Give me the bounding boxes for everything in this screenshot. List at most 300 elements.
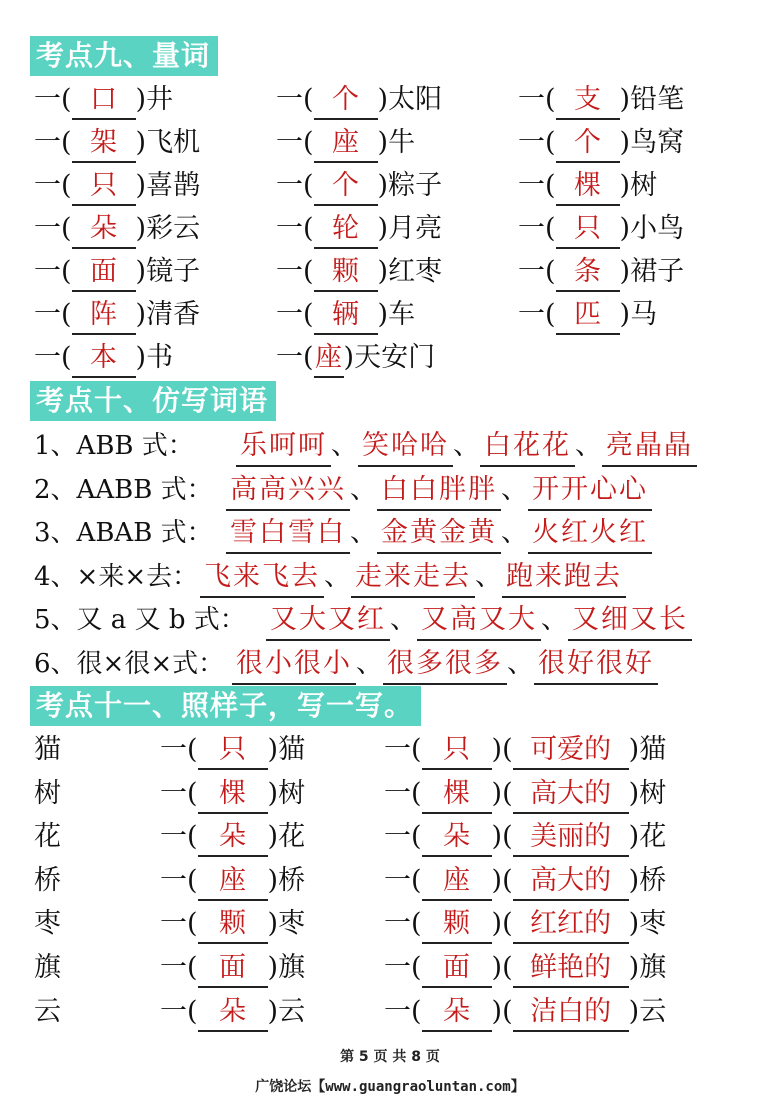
imitation-row [0, 468, 780, 512]
one-char: 一 [160, 908, 187, 940]
left-paren: ( [411, 864, 422, 896]
left-paren: ( [411, 821, 422, 853]
answer-blank: 座 [314, 340, 344, 378]
answer-word: 笑哈哈 [358, 427, 453, 467]
one-char: 一 [160, 864, 187, 896]
right-paren: ) [267, 864, 279, 896]
quantifier-item [276, 250, 442, 294]
quantifier-phrase [160, 902, 305, 946]
right-paren: ) [267, 821, 279, 853]
noun-text: 清香 [146, 299, 201, 330]
quantifier-phrase [160, 728, 305, 772]
quantifier-item [518, 121, 684, 165]
one-char: 一 [384, 995, 411, 1027]
imitation-label: 5、又 a 又 b 式： [34, 605, 246, 636]
one-char: 一 [276, 256, 303, 287]
one-char: 一 [276, 127, 303, 158]
answer-word: 高高兴兴 [226, 471, 350, 511]
adjective-phrase [384, 772, 666, 816]
separator: 、 [324, 560, 351, 592]
left-paren: ( [502, 734, 513, 765]
right-paren: ) [491, 952, 503, 983]
imitation-answers [200, 555, 626, 599]
answer-blank: 朵 [198, 819, 268, 857]
right-paren: ) [135, 127, 147, 158]
answer-blank: 朵 [198, 994, 268, 1032]
one-char: 一 [518, 84, 545, 115]
left-paren: ( [303, 170, 314, 201]
right-paren: ) [267, 995, 279, 1027]
one-char: 一 [160, 995, 187, 1027]
right-paren: ) [377, 299, 389, 330]
right-paren: ) [491, 734, 503, 765]
example-row [0, 772, 780, 816]
base-word: 花 [34, 821, 61, 853]
answer-blank: 面 [422, 950, 492, 988]
separator: 、 [356, 648, 383, 679]
quantifier-item [518, 250, 684, 294]
quantifier-row [0, 250, 780, 294]
right-paren: ) [377, 256, 389, 287]
right-paren: ) [135, 299, 147, 330]
left-paren: ( [303, 213, 314, 244]
quantifier-row [0, 336, 780, 380]
one-char: 一 [160, 734, 187, 765]
one-char: 一 [384, 864, 411, 896]
imitation-label: 1、ABB 式： [34, 431, 194, 461]
answer-blank: 面 [72, 254, 136, 292]
right-paren: ) [267, 734, 279, 765]
one-char: 一 [518, 170, 545, 201]
left-paren: ( [187, 952, 198, 983]
answer-blank: 匹 [556, 297, 620, 335]
right-paren: ) [619, 213, 631, 244]
adjective-phrase [384, 946, 666, 990]
left-paren: ( [502, 777, 513, 809]
left-paren: ( [545, 299, 556, 330]
noun-text: 树 [639, 777, 667, 809]
answer-word: 白花花 [480, 427, 575, 467]
one-char: 一 [384, 952, 411, 983]
answer-blank: 个 [314, 82, 378, 120]
quantifier-item [34, 164, 200, 208]
answer-blank: 只 [72, 168, 136, 206]
separator: 、 [331, 430, 358, 461]
right-paren: ) [135, 170, 147, 201]
answer-blank: 本 [72, 340, 136, 378]
imitation-row [0, 555, 780, 599]
adjective-blank: 可爱的 [513, 732, 629, 770]
answer-blank: 架 [72, 125, 136, 163]
right-paren: ) [619, 127, 631, 158]
one-char: 一 [160, 777, 187, 809]
separator: 、 [350, 517, 377, 549]
quantifier-item [518, 293, 657, 337]
one-char: 一 [160, 952, 187, 983]
left-paren: ( [61, 84, 72, 115]
left-paren: ( [187, 821, 198, 853]
left-paren: ( [303, 84, 314, 115]
one-char: 一 [34, 170, 61, 201]
answer-word: 金黄金黄 [377, 514, 501, 554]
answer-word: 开开心心 [528, 471, 652, 511]
one-char: 一 [34, 84, 61, 115]
answer-word: 雪白雪白 [226, 514, 350, 554]
left-paren: ( [411, 734, 422, 765]
one-char: 一 [518, 127, 545, 158]
answer-word: 走来走去 [351, 558, 475, 598]
one-char: 一 [34, 299, 61, 330]
noun-text: 车 [388, 299, 416, 330]
quantifier-item [518, 78, 684, 122]
answer-word: 又细又长 [568, 601, 692, 641]
quantifier-item [34, 336, 173, 380]
quantifier-item [518, 164, 657, 208]
one-char: 一 [276, 342, 303, 373]
quantifier-phrase [160, 946, 305, 990]
one-char: 一 [34, 127, 61, 158]
answer-blank: 棵 [422, 776, 492, 814]
noun-text: 镜子 [146, 256, 201, 287]
quantifier-row [0, 207, 780, 251]
answer-blank: 棵 [556, 168, 620, 206]
noun-text: 花 [278, 821, 306, 853]
left-paren: ( [411, 952, 422, 983]
left-paren: ( [61, 342, 72, 373]
imitation-answers [232, 642, 658, 686]
right-paren: ) [491, 995, 503, 1027]
one-char: 一 [34, 342, 61, 373]
noun-text: 粽子 [388, 170, 443, 201]
quantifier-phrase [160, 859, 305, 903]
quantifier-row [0, 293, 780, 337]
one-char: 一 [384, 734, 411, 765]
right-paren: ) [628, 821, 640, 853]
base-word: 旗 [34, 952, 61, 983]
quantifier-item [34, 250, 200, 294]
noun-text: 鸟窝 [630, 127, 685, 158]
adjective-phrase [384, 859, 666, 903]
adjective-phrase [384, 815, 666, 859]
right-paren: ) [619, 170, 631, 201]
adjective-blank: 高大的 [513, 863, 629, 901]
right-paren: ) [619, 256, 631, 287]
answer-word: 跑来跑去 [502, 558, 626, 598]
right-paren: ) [135, 256, 147, 287]
right-paren: ) [377, 127, 389, 158]
answer-word: 很多很多 [383, 645, 507, 685]
one-char: 一 [384, 908, 411, 940]
answer-blank: 条 [556, 254, 620, 292]
answer-word: 飞来飞去 [200, 558, 324, 598]
imitation-label: 4、×来×去： [34, 561, 199, 592]
answer-word: 很好很好 [534, 645, 658, 685]
answer-word: 火红火红 [528, 514, 652, 554]
right-paren: ) [619, 299, 631, 330]
answer-word: 又高又大 [417, 601, 541, 641]
one-char: 一 [276, 84, 303, 115]
answer-word: 又大又红 [266, 601, 390, 641]
answer-blank: 朵 [72, 211, 136, 249]
adjective-phrase [384, 902, 666, 946]
one-char: 一 [276, 213, 303, 244]
left-paren: ( [303, 342, 314, 373]
adjective-blank: 洁白的 [513, 994, 629, 1032]
quantifier-item [276, 164, 442, 208]
base-word: 云 [34, 995, 61, 1027]
quantifier-phrase [160, 815, 305, 859]
noun-text: 裙子 [630, 256, 685, 287]
separator: 、 [575, 430, 602, 461]
noun-text: 旗 [639, 952, 667, 983]
answer-blank: 只 [422, 732, 492, 770]
separator: 、 [501, 517, 528, 549]
answer-blank: 朵 [422, 819, 492, 857]
left-paren: ( [502, 908, 513, 940]
example-row [0, 902, 780, 946]
noun-text: 旗 [278, 952, 306, 983]
noun-text: 花 [639, 821, 667, 853]
noun-text: 马 [630, 299, 658, 330]
quantifier-item [34, 78, 173, 122]
noun-text: 树 [278, 777, 306, 809]
base-word: 枣 [34, 908, 61, 940]
left-paren: ( [411, 908, 422, 940]
quantifier-item [34, 293, 200, 337]
left-paren: ( [303, 256, 314, 287]
left-paren: ( [502, 952, 513, 983]
quantifier-item [34, 121, 200, 165]
answer-blank: 口 [72, 82, 136, 120]
quantifier-item [276, 207, 442, 251]
right-paren: ) [628, 908, 640, 940]
example-row [0, 990, 780, 1034]
quantifier-item [276, 336, 435, 380]
separator: 、 [350, 473, 377, 505]
noun-text: 月亮 [388, 213, 443, 244]
answer-blank: 只 [556, 211, 620, 249]
right-paren: ) [267, 952, 279, 983]
left-paren: ( [187, 734, 198, 765]
noun-text: 太阳 [388, 84, 443, 115]
answer-blank: 颗 [422, 906, 492, 944]
example-row [0, 815, 780, 859]
right-paren: ) [135, 342, 147, 373]
noun-text: 铅笔 [630, 84, 685, 115]
adjective-phrase [384, 990, 666, 1034]
quantifier-item [518, 207, 684, 251]
answer-word: 很小很小 [232, 645, 356, 685]
site-footer: 广饶论坛【www.guangraoluntan.com】 [255, 1079, 525, 1095]
imitation-answers [226, 511, 652, 555]
noun-text: 书 [146, 342, 174, 373]
noun-text: 飞机 [146, 127, 201, 158]
page-number: 第 5 页 共 8 页 [340, 1049, 440, 1065]
answer-blank: 辆 [314, 297, 378, 335]
quantifier-item [276, 78, 442, 122]
answer-blank: 座 [314, 125, 378, 163]
noun-text: 红枣 [388, 256, 443, 287]
separator: 、 [475, 560, 502, 592]
left-paren: ( [187, 777, 198, 809]
noun-text: 牛 [388, 127, 416, 158]
imitation-row [0, 424, 780, 468]
base-word: 桥 [34, 864, 61, 896]
left-paren: ( [545, 256, 556, 287]
answer-word: 白白胖胖 [377, 471, 501, 511]
quantifier-phrase [160, 990, 305, 1034]
right-paren: ) [267, 908, 279, 940]
adjective-blank: 美丽的 [513, 819, 629, 857]
noun-text: 枣 [639, 908, 667, 940]
left-paren: ( [61, 213, 72, 244]
one-char: 一 [518, 256, 545, 287]
section-9-title: 考点九、量词 [30, 36, 218, 76]
separator: 、 [390, 604, 417, 636]
left-paren: ( [502, 821, 513, 853]
answer-blank: 轮 [314, 211, 378, 249]
left-paren: ( [545, 127, 556, 158]
answer-blank: 只 [198, 732, 268, 770]
imitation-label: 2、AABB 式： [34, 474, 213, 505]
left-paren: ( [187, 864, 198, 896]
adjective-blank: 高大的 [513, 776, 629, 814]
left-paren: ( [303, 299, 314, 330]
right-paren: ) [628, 864, 640, 896]
right-paren: ) [343, 342, 355, 373]
adjective-blank: 鲜艳的 [513, 950, 629, 988]
quantifier-row [0, 121, 780, 165]
answer-blank: 棵 [198, 776, 268, 814]
left-paren: ( [61, 170, 72, 201]
noun-text: 喜鹊 [146, 170, 201, 201]
imitation-row [0, 642, 780, 686]
left-paren: ( [61, 256, 72, 287]
one-char: 一 [34, 213, 61, 244]
one-char: 一 [384, 821, 411, 853]
quantifier-row [0, 164, 780, 208]
adjective-phrase [384, 728, 666, 772]
imitation-label: 3、ABAB 式： [34, 518, 213, 549]
one-char: 一 [160, 821, 187, 853]
noun-text: 云 [278, 995, 306, 1027]
one-char: 一 [518, 213, 545, 244]
quantifier-phrase [160, 772, 305, 816]
separator: 、 [501, 473, 528, 505]
right-paren: ) [491, 908, 503, 940]
right-paren: ) [135, 213, 147, 244]
example-row [0, 728, 780, 772]
left-paren: ( [187, 995, 198, 1027]
answer-word: 亮晶晶 [602, 427, 697, 467]
right-paren: ) [619, 84, 631, 115]
answer-blank: 面 [198, 950, 268, 988]
right-paren: ) [377, 213, 389, 244]
right-paren: ) [628, 952, 640, 983]
separator: 、 [541, 604, 568, 636]
left-paren: ( [502, 864, 513, 896]
right-paren: ) [267, 777, 279, 809]
quantifier-item [276, 293, 415, 337]
left-paren: ( [545, 84, 556, 115]
left-paren: ( [411, 777, 422, 809]
answer-blank: 颗 [198, 906, 268, 944]
imitation-answers [236, 424, 697, 468]
one-char: 一 [518, 299, 545, 330]
noun-text: 桥 [278, 864, 306, 896]
noun-text: 井 [146, 84, 174, 115]
right-paren: ) [135, 84, 147, 115]
right-paren: ) [491, 821, 503, 853]
left-paren: ( [502, 995, 513, 1027]
right-paren: ) [377, 84, 389, 115]
noun-text: 猫 [639, 734, 667, 765]
imitation-label: 6、很×很×式： [34, 649, 225, 679]
right-paren: ) [491, 777, 503, 809]
example-row [0, 859, 780, 903]
quantifier-item [276, 121, 415, 165]
right-paren: ) [377, 170, 389, 201]
answer-blank: 支 [556, 82, 620, 120]
right-paren: ) [628, 734, 640, 765]
quantifier-item [34, 207, 200, 251]
answer-blank: 颗 [314, 254, 378, 292]
base-word: 猫 [34, 734, 61, 765]
noun-text: 猫 [278, 734, 306, 765]
imitation-answers [266, 598, 692, 642]
noun-text: 树 [630, 170, 658, 201]
noun-text: 天安门 [354, 342, 436, 373]
quantifier-row [0, 78, 780, 122]
answer-word: 乐呵呵 [236, 427, 331, 467]
noun-text: 小鸟 [630, 213, 685, 244]
right-paren: ) [491, 864, 503, 896]
separator: 、 [453, 430, 480, 461]
noun-text: 枣 [278, 908, 306, 940]
answer-blank: 个 [556, 125, 620, 163]
imitation-row [0, 598, 780, 642]
left-paren: ( [303, 127, 314, 158]
answer-blank: 座 [198, 863, 268, 901]
left-paren: ( [411, 995, 422, 1027]
one-char: 一 [384, 777, 411, 809]
imitation-answers [226, 468, 652, 512]
separator: 、 [507, 648, 534, 679]
left-paren: ( [545, 170, 556, 201]
imitation-row [0, 511, 780, 555]
answer-blank: 座 [422, 863, 492, 901]
left-paren: ( [545, 213, 556, 244]
one-char: 一 [276, 170, 303, 201]
right-paren: ) [628, 777, 640, 809]
base-word: 树 [34, 777, 61, 809]
answer-blank: 个 [314, 168, 378, 206]
noun-text: 桥 [639, 864, 667, 896]
answer-blank: 阵 [72, 297, 136, 335]
one-char: 一 [34, 256, 61, 287]
noun-text: 云 [639, 995, 667, 1027]
example-row [0, 946, 780, 990]
section-10-title: 考点十、仿写词语 [30, 381, 276, 421]
left-paren: ( [61, 127, 72, 158]
noun-text: 彩云 [146, 213, 201, 244]
one-char: 一 [276, 299, 303, 330]
left-paren: ( [187, 908, 198, 940]
left-paren: ( [61, 299, 72, 330]
answer-blank: 朵 [422, 994, 492, 1032]
adjective-blank: 红红的 [513, 906, 629, 944]
section-11-title: 考点十一、照样子，写一写。 [30, 686, 421, 726]
